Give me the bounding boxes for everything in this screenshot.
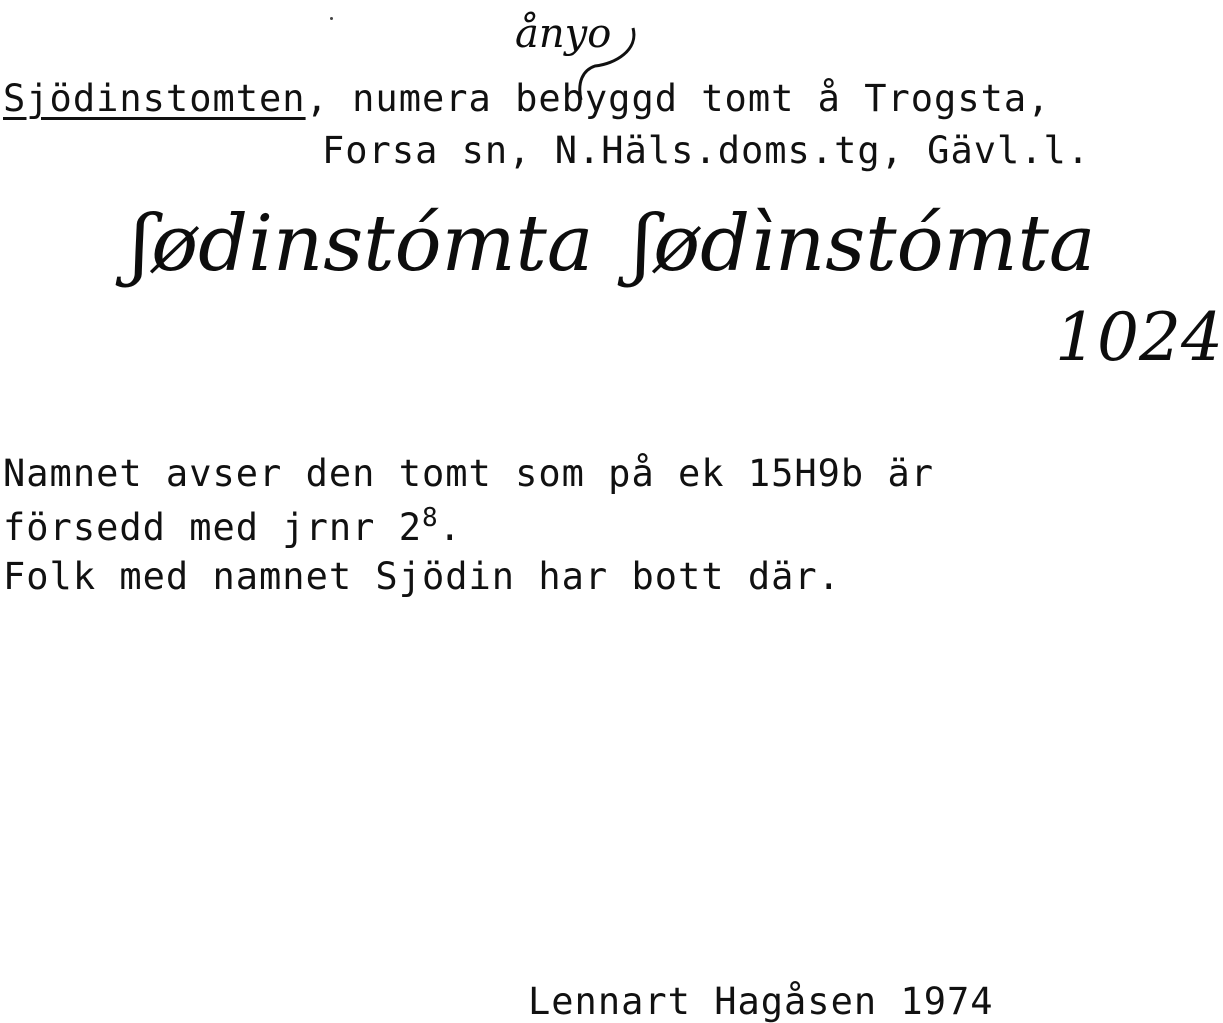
pronunciation-1: ʃødinstómta — [130, 199, 594, 289]
body-line-2 — [3, 503, 462, 549]
speck — [330, 17, 333, 20]
headword: Sjödinstomten — [3, 77, 306, 120]
body-line-2-end: . — [438, 506, 462, 549]
record-number: 1024 — [1055, 299, 1223, 376]
superscript: 8 — [421, 503, 439, 533]
handwritten-insert: ånyo — [515, 11, 612, 57]
pronunciation-2: ʃødìnstómta — [632, 199, 1096, 289]
title-line-end: bebyggd tomt å Trogsta, — [515, 77, 1051, 120]
signature: Lennart Hagåsen 1974 — [528, 980, 994, 1023]
body-line-1: Namnet avser den tomt som på ek 15H9b är — [3, 452, 935, 495]
body-line-2-text: försedd med jrnr 2 — [3, 506, 422, 549]
body-line-3: Folk med namnet Sjödin har bott där. — [3, 555, 841, 598]
location-line: Forsa sn, N.Häls.doms.tg, Gävl.l. — [322, 129, 1091, 172]
title-line — [3, 77, 1051, 120]
title-line-middle: , numera — [305, 77, 516, 120]
